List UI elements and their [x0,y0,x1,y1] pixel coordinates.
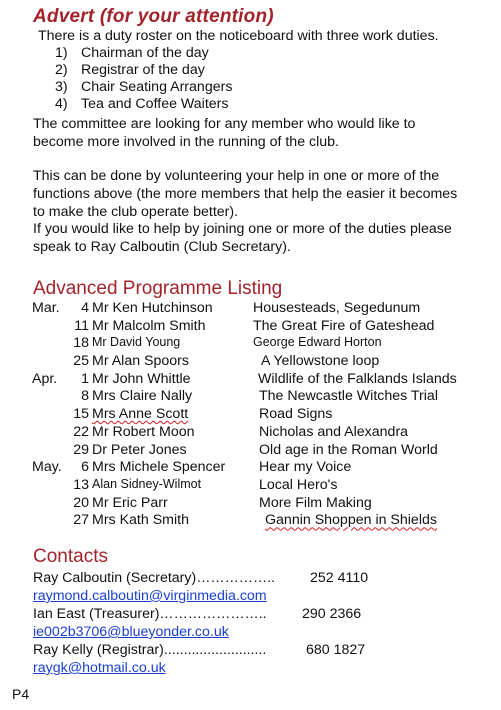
contact-name: Ray Calboutin (Secretary)…………….. [33,570,276,586]
duty-label: Chairman of the day [81,45,209,61]
row-title: Old age in the Roman World [259,441,438,458]
row-speaker: Mr Ken Hutchinson [92,300,213,316]
programme-row [32,424,492,442]
row-speaker: Mr Eric Parr [92,494,168,511]
programme-row [32,371,492,389]
row-speaker: Mr David Young [92,335,181,350]
contacts-list [33,570,473,678]
row-title: Hear my Voice [259,459,352,476]
contacts-heading: Contacts [33,546,108,567]
contact-phone: 290 2366 [302,606,362,622]
programme-row [32,512,492,530]
row-day: 13 [73,476,89,493]
paragraph-line: This can be done by volunteering your help in one or more of the [33,168,440,184]
paragraph-line: If you would like to help by joining one or more of the duties please [33,221,452,238]
row-day: 27 [73,512,89,529]
programme-heading: Advanced Programme Listing [33,278,283,299]
row-speaker: Dr Peter Jones [92,441,187,458]
row-day: 6 [81,459,89,476]
row-speaker: Mr John Whittle [92,370,191,387]
row-day: 29 [73,441,89,458]
volunteer-paragraph [33,168,457,257]
duty-item [55,96,232,113]
row-month: May. [32,459,62,476]
row-day: 25 [73,353,89,370]
duty-label: Registrar of the day [81,62,205,78]
row-title: The Great Fire of Gateshead [253,317,435,334]
row-title: A Yellowstone loop [261,353,380,370]
duty-item [55,79,232,96]
row-day: 8 [81,388,89,405]
programme-row [32,353,492,371]
row-month: Mar. [32,300,60,316]
contact-row [33,570,473,588]
contact-name: Ian East (Treasurer)………………….. [33,606,267,622]
advert-heading: Advert (for your attention) [33,6,274,27]
row-title: George Edward Horton [253,335,382,350]
contact-phone: 680 1827 [306,642,366,658]
duty-number: 3) [55,79,68,95]
programme-row [32,335,492,353]
duties-list [55,45,232,113]
programme-row [32,477,492,495]
row-day: 15 [73,406,89,423]
row-day: 1 [81,370,89,387]
row-speaker: Mrs Kath Smith [92,512,189,529]
contact-email-row [33,660,473,678]
contact-email-row [33,588,473,606]
duty-item [55,62,232,79]
programme-listing [32,300,492,530]
committee-paragraph [33,116,415,152]
row-title: Nicholas and Alexandra [259,423,409,440]
contact-row [33,606,473,624]
programme-row [32,442,492,460]
paragraph-line: speak to Ray Calboutin (Club Secretary). [33,239,291,256]
paragraph-line: The committee are looking for any member who would like to [33,116,416,132]
row-title: Housesteads, Segedunum [253,300,421,316]
duty-number: 2) [55,62,68,78]
row-day: 11 [74,317,89,334]
row-day: 22 [73,423,89,440]
programme-row [32,300,492,318]
row-title: The Newcastle Witches Trial [259,388,438,405]
duty-label: Chair Seating Arrangers [81,79,233,95]
programme-row [32,459,492,477]
row-day: 20 [73,494,89,511]
row-title: Gannin Shoppen in Shields [265,512,437,529]
row-title: Wildlife of the Falklands Islands [258,370,457,387]
row-speaker: Mrs Claire Nally [92,388,193,405]
contact-name: Ray Kelly (Registrar).......................... [33,642,267,658]
row-speaker: Mr Robert Moon [92,423,195,440]
row-speaker: Alan Sidney-Wilmot [92,476,202,491]
contact-phone: 252 4110 [310,570,369,586]
row-speaker: Mr Alan Spoors [92,353,189,370]
contact-email-link[interactable]: ie002b3706@blueyonder.co.uk [33,624,229,640]
programme-row [32,495,492,513]
duty-item [55,45,232,62]
paragraph-line: functions above (the more members that help the easier it becomes [33,185,458,202]
contact-row [33,642,473,660]
row-day: 4 [81,300,89,316]
row-speaker: Mr Malcolm Smith [92,317,206,334]
paragraph-line: become more involved in the running of the club. [33,133,340,150]
paragraph-line: to make the club operate better). [33,203,239,220]
duty-label: Tea and Coffee Waiters [81,96,229,112]
contact-email-link[interactable]: raymond.calboutin@virginmedia.com [33,588,267,604]
row-day: 18 [73,335,89,352]
duty-number: 1) [55,45,68,61]
page-number: P4 [12,686,30,702]
programme-row [32,318,492,336]
row-title: Local Hero's [259,476,338,493]
contact-email-link[interactable]: raygk@hotmail.co.uk [33,660,166,676]
advert-intro: There is a duty roster on the noticeboard with three work duties. [38,28,439,44]
programme-row [32,388,492,406]
contact-email-row [33,624,473,642]
row-speaker: Mrs Anne Scott [92,406,189,423]
row-title: More Film Making [259,494,372,511]
row-title: Road Signs [259,406,333,423]
row-speaker: Mrs Michele Spencer [92,459,226,476]
programme-row [32,406,492,424]
row-month: Apr. [32,370,58,387]
duty-number: 4) [55,96,68,112]
